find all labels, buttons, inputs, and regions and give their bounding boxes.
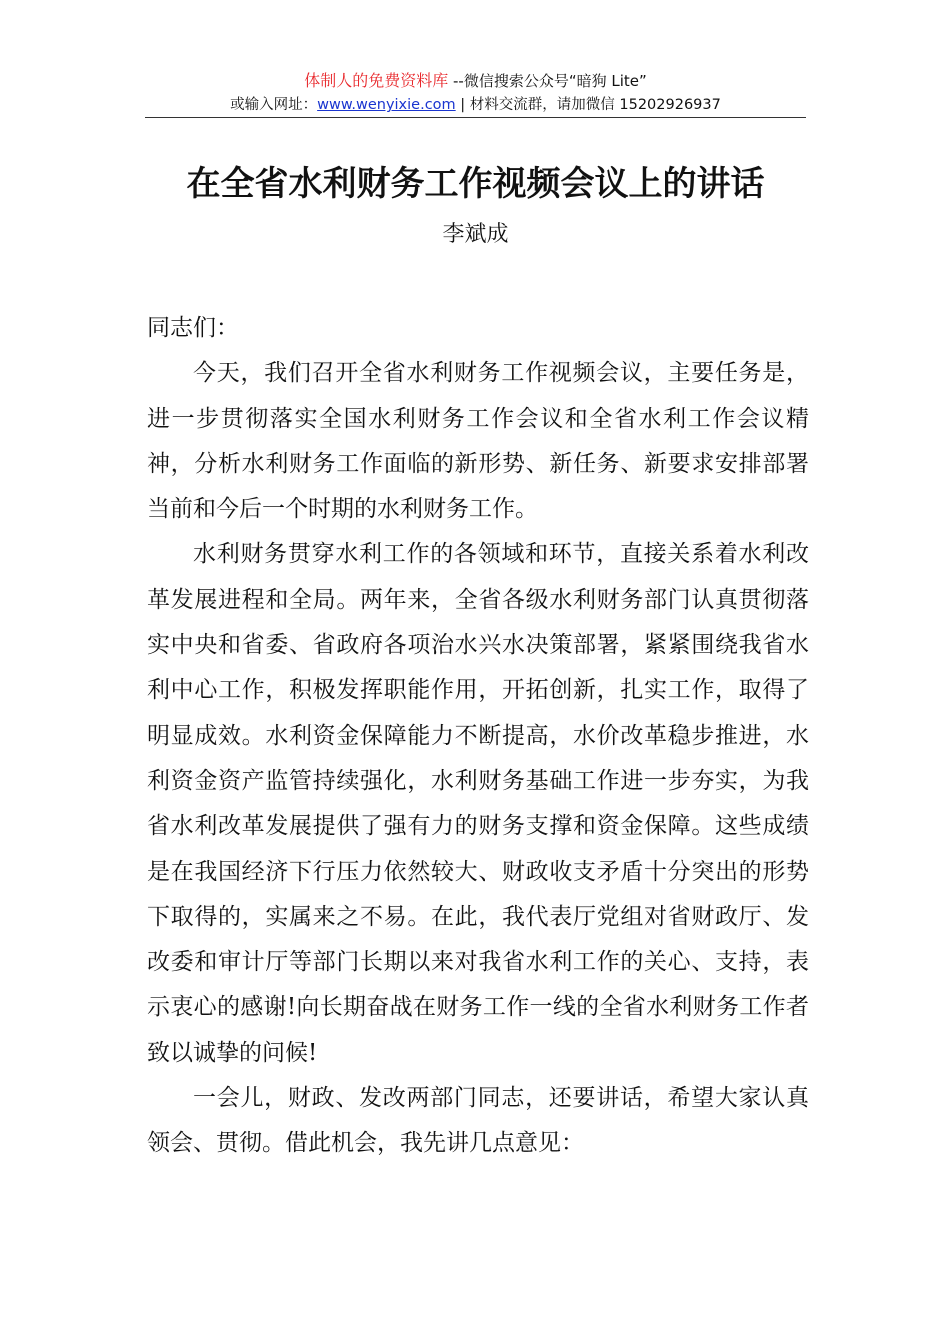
header-brand: 体制人的免费资料库 — [304, 71, 449, 90]
document-title: 在全省水利财务工作视频会议上的讲话 — [186, 164, 765, 204]
header-contact: | 材料交流群，请加微信 15202926937 — [455, 97, 721, 113]
header-url-link[interactable]: www.wenyixie.com — [317, 97, 456, 113]
header-tagline: --微信搜索公众号“暗狗 Lite” — [448, 72, 647, 90]
salutation: 同志们： — [147, 315, 239, 341]
document-author: 李斌成 — [442, 222, 509, 247]
paragraph: 水利财务贯穿水利工作的各领域和环节，直接关系着水利改革发展进程和全局。两年来，全省各级水利财务部门认真贯彻落实中央和省委、省政府各项治水兴水决策部署，紧紧围绕我省水利中心工作，积极发挥职能作用，开拓创新，扎实工作，取得了明显成效。水利资金保障能力不断提高，水价改革稳步推进，水利资金资产监管持续强化，水利财务基础工作进一步夯实，为我省水利改革发展提供了强有力的财务支撑和资金保障。这些成绩是在我国经济下行压力依然较大、财政收支矛盾十分突出的形势下取得的，实属来之不易。在此，我代表厅党组对省财政厅、发改委和审计厅等部门长期以来对我省水利工作的关心、支持，表示衷心的感谢!向长期奋战在财务工作一线的全省水利财务工作者致以诚挚的问候! — [147, 541, 809, 1066]
header-url-prefix: 或输入网址： — [230, 97, 318, 113]
paragraph: 一会儿，财政、发改两部门同志，还要讲话，希望大家认真领会、贯彻。借此机会，我先讲几点意见： — [147, 1085, 809, 1157]
paragraph: 今天，我们召开全省水利财务工作视频会议，主要任务是，进一步贯彻落实全国水利财务工作会议和全省水利工作会议精神，分析水利财务工作面临的新形势、新任务、新要求安排部署当前和今后一个时期的水利财务工作。 — [147, 360, 809, 523]
header-promo-line — [145, 68, 806, 94]
page-header — [145, 68, 806, 116]
document-body — [147, 306, 809, 1167]
header-contact-line — [145, 94, 806, 116]
header-divider — [145, 117, 806, 118]
